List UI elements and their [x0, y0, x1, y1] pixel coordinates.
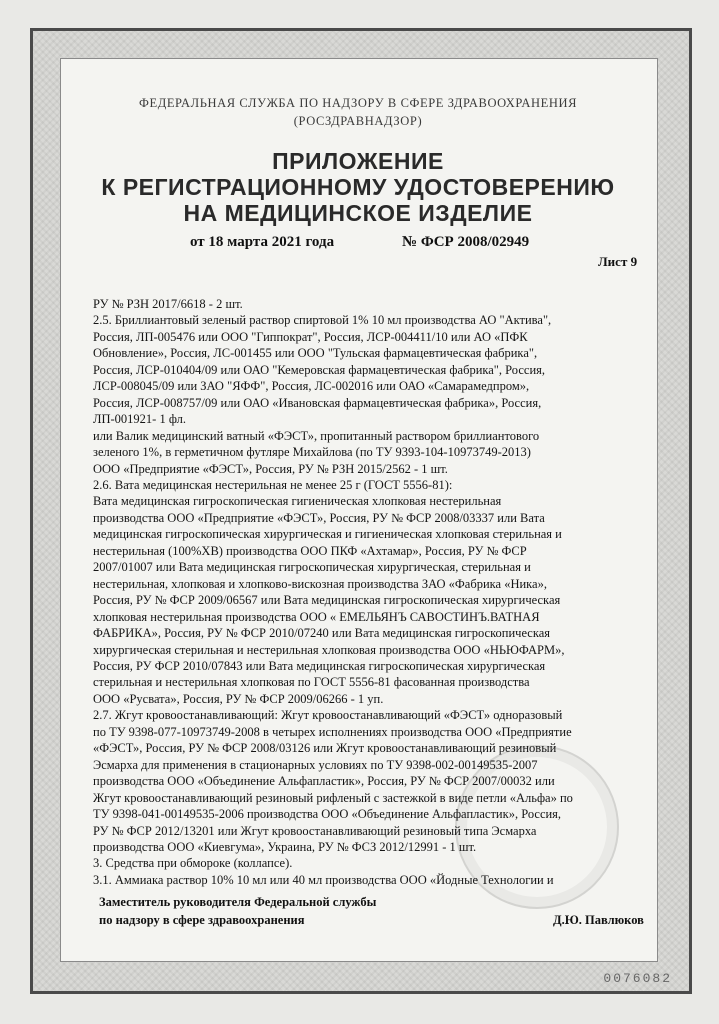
agency-abbreviation: (РОСЗДРАВНАДЗОР) [293, 114, 423, 128]
body-line: РУ № РЗН 2017/6618 - 2 шт. [93, 297, 243, 311]
document-date: от 18 марта 2021 года [190, 234, 335, 250]
body-line: ЛП-001921- 1 фл. [93, 412, 186, 427]
body-line: 2.5. Бриллиантовый зеленый раствор спиртовой 1% 10 мл производства АО "Актива", [93, 313, 552, 328]
agency-name: ФЕДЕРАЛЬНАЯ СЛУЖБА ПО НАДЗОРУ В СФЕРЕ ЗДРАВООХРАНЕНИЯ [138, 96, 578, 110]
body-line: нестерильная, хлопковая и хлопково-вискозная производства ЗАО «Фабрика «Ника», [93, 576, 547, 591]
body-line: производства ООО «Объединение Альфапластик», Россия, РУ № ФСР 2007/00032 или [93, 774, 555, 789]
body-line: производства ООО «Предприятие «ФЭСТ», Россия, РУ № ФСР 2008/03337 или Вата [93, 510, 545, 525]
body-line: Россия, ЛСР-008757/09 или ОАО «Ивановская фармацевтическая фабрика», Россия, [93, 395, 542, 410]
body-line: 2.6. Вата медицинская нестерильная не менее 25 г (ГОСТ 5556-81): [93, 477, 453, 492]
body-line: зеленого 1%, в герметичном футляре Михайлова (по ТУ 9393-104-10973749-2013) [93, 445, 531, 460]
body-line: 2007/01007 или Вата медицинская гигроскопическая хирургическая, стерильная и [93, 560, 531, 575]
signatory-name: Д.Ю. Павлюков [553, 913, 644, 927]
body-line: по ТУ 9398-077-10973749-2008 в четырех исполнениях производства ООО «Предприятие [93, 724, 572, 739]
body-line: Россия, РУ № ФСР 2009/06567 или Вата медицинская гигроскопическая хирургическая [93, 593, 561, 608]
body-line: стерильная и нестерильная хлопковая по ГОСТ 5556-81 фасованная производства [93, 675, 530, 690]
registration-number: № ФСР 2008/02949 [402, 234, 530, 250]
signatory-title-line-1: Заместитель руководителя Федеральной службы [99, 895, 377, 909]
body-line: Эсмарха для применения в стационарных условиях по ТУ 9398-002-00149535-2007 [93, 757, 538, 772]
body-line: медицинская гигроскопическая хирургическая и гигиеническая хлопковая стерильная и [93, 527, 562, 542]
sheet-number: Лист 9 [598, 254, 638, 269]
body-line: 3.1. Аммиака раствор 10% 10 мл или 40 мл производства ООО «Йодные Технологии и [93, 872, 554, 887]
body-line: Россия, РУ ФСР 2010/07843 или Вата медицинская гигроскопическая хирургическая [93, 658, 546, 673]
body-line: Вата медицинская гигроскопическая гигиеническая хлопковая нестерильная [93, 494, 502, 509]
body-line: Россия, ЛСР-010404/09 или ОАО "Кемеровская фармацевтическая фабрика", Россия, [93, 362, 546, 377]
body-line: или Валик медицинский ватный «ФЭСТ», пропитанный раствором бриллиантового [93, 428, 540, 443]
body-line: производства ООО «Киевгума», Украина, РУ № ФСЗ 2012/12991 - 1 шт. [93, 839, 477, 854]
title-line-3: НА МЕДИЦИНСКОЕ ИЗДЕЛИЕ [183, 200, 533, 226]
body-line: хирургическая стерильная и нестерильная хлопковая производства ООО «НЬЮФАРМ», [93, 642, 565, 657]
body-line: 3. Средства при обмороке (коллапсе). [93, 856, 293, 871]
body-line: 2.7. Жгут кровоостанавливающий: Жгут кровоостанавливающий «ФЭСТ» одноразовый [93, 708, 563, 723]
form-serial-number: 0076082 [603, 971, 672, 986]
body-line: РУ № ФСР 2012/13201 или Жгут кровоостанавливающий резиновый типа Эсмарха [93, 823, 537, 838]
body-line: ООО «Предприятие «ФЭСТ», Россия, РУ № РЗН 2015/2562 - 1 шт. [93, 461, 448, 476]
body-line: «ФЭСТ», Россия, РУ № ФСР 2008/03126 или Жгут кровоостанавливающий резиновый [93, 741, 557, 756]
appendix-body-text [93, 296, 665, 888]
title-line-2: К РЕГИСТРАЦИОННОМУ УДОСТОВЕРЕНИЮ [101, 174, 615, 200]
body-line: ТУ 9398-041-00149535-2006 производства ООО «Объединение Альфапластик», Россия, [93, 807, 562, 822]
title-line-1: ПРИЛОЖЕНИЕ [272, 148, 444, 174]
body-line: Обновление», Россия, ЛС-001455 или ООО "Тульская фармацевтическая фабрика", [93, 346, 538, 361]
body-line: ЛСР-008045/09 или ЗАО "ЯФФ", Россия, ЛС-002016 или ОАО «Самарамедпром», [93, 379, 530, 394]
body-line: Россия, ЛП-005476 или ООО "Гиппократ", Россия, ЛСР-004411/10 или АО «ПФК [93, 329, 528, 344]
signatory-title-line-2: по надзору в сфере здравоохранения [99, 913, 305, 927]
body-line: ООО «Русвата», Россия, РУ № ФСР 2009/06266 - 1 уп. [93, 691, 384, 706]
body-line: хлопковая нестерильная производства ООО « ЕМЕЛЬЯНЪ САВОСТИНЪ.ВАТНАЯ [93, 609, 540, 624]
body-line: Жгут кровоостанавливающий резиновый рифленый с застежкой в виде петли «Альфа» по [93, 790, 573, 805]
body-line: ФАБРИКА», Россия, РУ № ФСР 2010/07240 или Вата медицинская гигроскопическая [93, 626, 551, 641]
body-line: нестерильная (100%ХВ) производства ООО ПКФ «Ахтамар», Россия, РУ № ФСР [93, 543, 527, 558]
